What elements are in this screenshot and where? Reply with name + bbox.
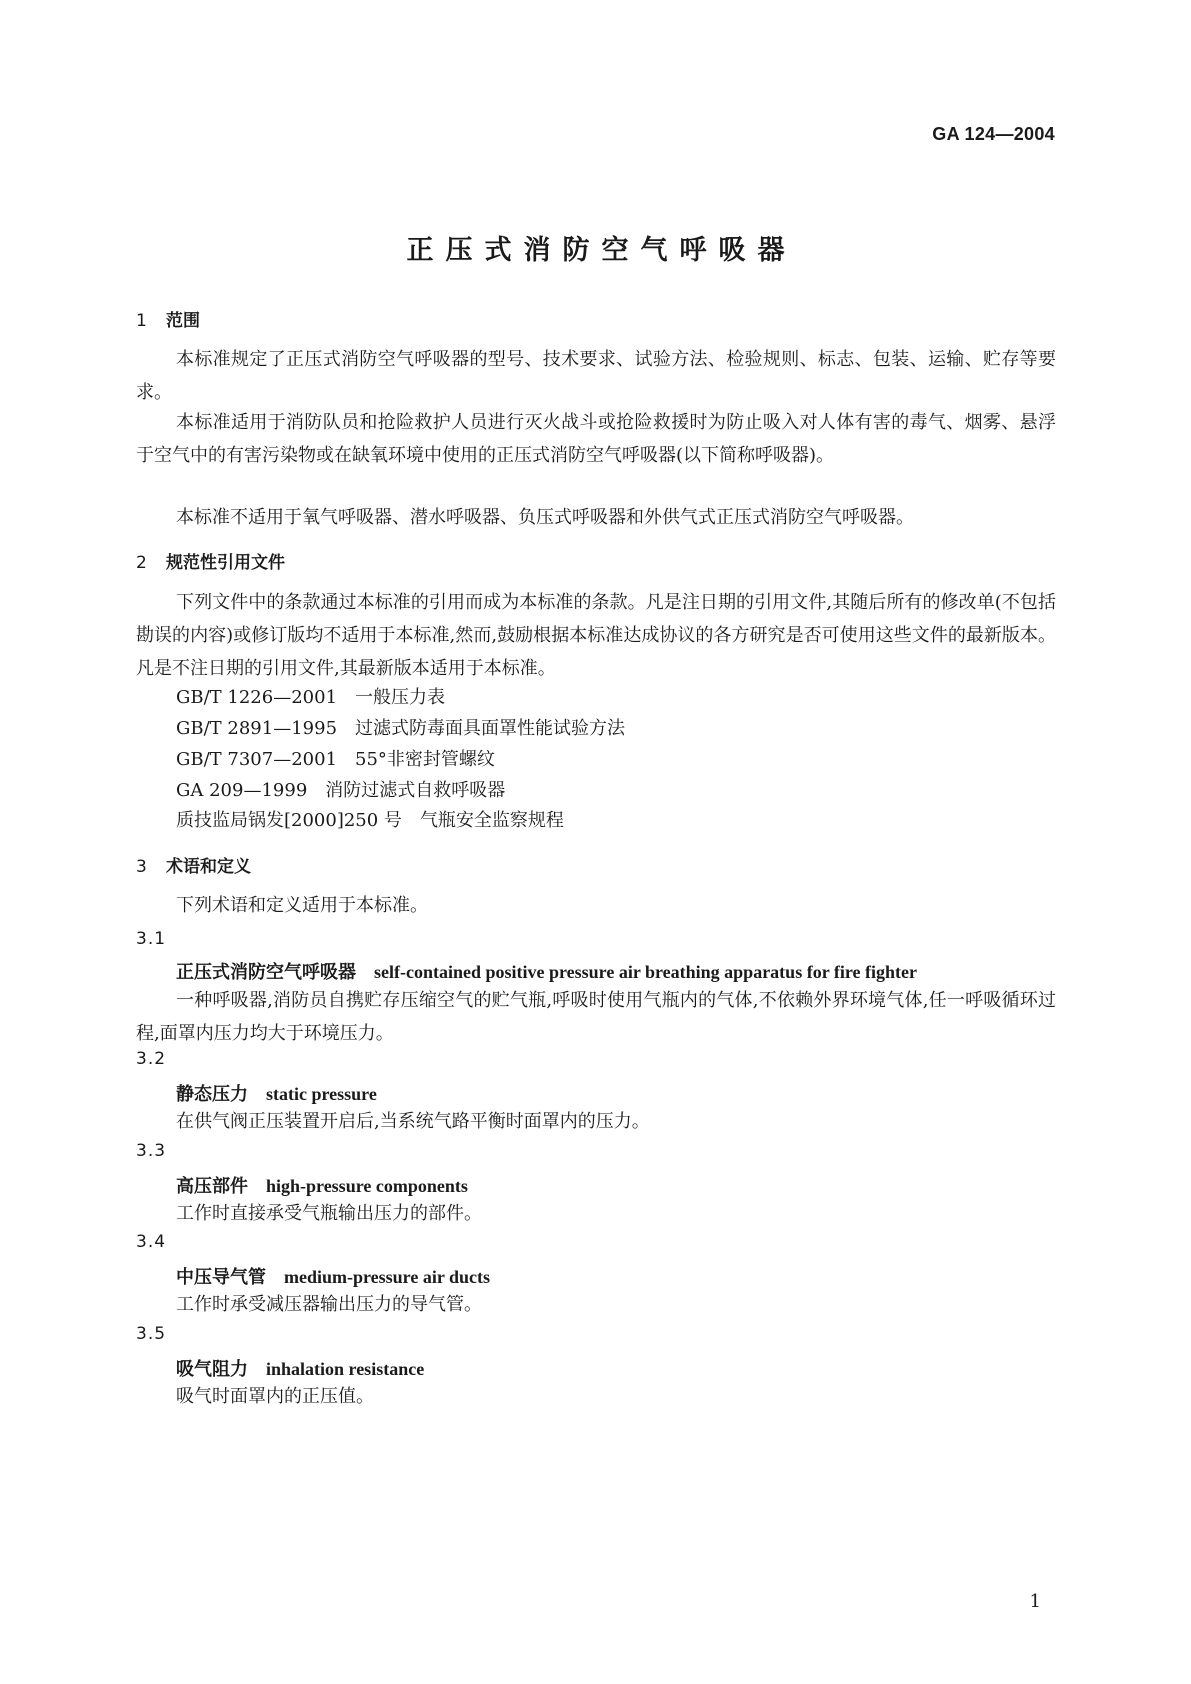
page-title: 正压式消防空气呼吸器 <box>406 235 797 266</box>
section-number: 1 <box>136 311 147 331</box>
reference-item <box>176 683 445 709</box>
reference-item <box>176 714 625 740</box>
paragraph: 本标准适用于消防队员和抢险救护人员进行灭火战斗或抢险救援时为防止吸入对人体有害的毒气、烟雾、悬浮于空气中的有害污染物或在缺氧环境中使用的正压式消防空气呼吸器(以下简称呼吸器)。 <box>136 412 1056 466</box>
reference-code: GB/T 2891—1995 <box>176 718 338 739</box>
paragraph: 本标准不适用于氧气呼吸器、潜水呼吸器、负压式呼吸器和外供气式正压式消防空气呼吸器。 <box>176 507 914 528</box>
clause-number: 3.5 <box>136 1324 167 1344</box>
term-en: inhalation resistance <box>266 1359 425 1379</box>
term-definition: 在供气阀正压装置开启后,当系统气路平衡时面罩内的压力。 <box>176 1111 650 1132</box>
section-title: 术语和定义 <box>166 857 251 877</box>
term-entry <box>176 1263 490 1289</box>
section-title: 规范性引用文件 <box>166 553 285 573</box>
term-entry <box>176 958 917 984</box>
term-zh: 高压部件 <box>176 1176 248 1197</box>
term-en: high-pressure components <box>266 1176 468 1196</box>
term-zh: 中压导气管 <box>176 1267 266 1288</box>
reference-code: GA 209—1999 <box>176 780 308 801</box>
reference-item <box>176 745 495 771</box>
paragraph: 下列术语和定义适用于本标准。 <box>176 895 428 916</box>
section-1-heading <box>136 306 200 331</box>
reference-item <box>176 776 505 802</box>
term-en: self-contained positive pressure air breathing apparatus for fire fighter <box>374 962 917 982</box>
term-en: medium-pressure air ducts <box>284 1267 491 1287</box>
term-zh: 吸气阻力 <box>176 1359 248 1380</box>
clause-number: 3.4 <box>136 1232 167 1252</box>
term-definition: 工作时直接承受气瓶输出压力的部件。 <box>176 1203 482 1224</box>
clause-number: 3.3 <box>136 1141 167 1161</box>
term-zh: 静态压力 <box>176 1084 248 1105</box>
term-entry <box>176 1172 468 1198</box>
clause-number: 3.1 <box>136 929 167 949</box>
paragraph: 下列文件中的条款通过本标准的引用而成为本标准的条款。凡是注日期的引用文件,其随后所有的修改单(不包括勘误的内容)或修订版均不适用于本标准,然而,鼓励根据本标准达成协议的各方研究是否可使用这些文件的最新版本。凡是不注日期的引用文件,其最新版本适用于本标准。 <box>136 592 1056 679</box>
reference-title: 过滤式防毒面具面罩性能试验方法 <box>355 718 626 739</box>
reference-code: GB/T 7307—2001 <box>176 749 338 770</box>
paragraph: 本标准规定了正压式消防空气呼吸器的型号、技术要求、试验方法、检验规则、标志、包装、运输、贮存等要求。 <box>136 349 1056 403</box>
reference-item <box>176 806 564 832</box>
section-number: 2 <box>136 553 147 573</box>
term-entry <box>176 1355 424 1381</box>
reference-title: 消防过滤式自救呼吸器 <box>325 780 506 801</box>
term-entry <box>176 1080 377 1106</box>
reference-title: 气瓶安全监察规程 <box>419 810 564 831</box>
section-2-heading <box>136 548 285 573</box>
standard-code: GA 124—2004 <box>932 124 1055 144</box>
term-definition: 工作时承受减压器输出压力的导气管。 <box>176 1294 482 1315</box>
term-en: static pressure <box>266 1084 377 1104</box>
page-number: 1 <box>1029 1591 1041 1612</box>
reference-title: 一般压力表 <box>355 687 446 708</box>
reference-code: GB/T 1226—2001 <box>176 687 338 708</box>
term-definition: 吸气时面罩内的正压值。 <box>176 1386 374 1407</box>
term-zh: 正压式消防空气呼吸器 <box>176 962 356 983</box>
section-title: 范围 <box>166 311 200 331</box>
reference-code: 质技监局锅发[2000]250 号 <box>176 810 402 831</box>
section-number: 3 <box>136 857 147 877</box>
reference-title: 55°非密封管螺纹 <box>355 749 495 770</box>
section-3-heading <box>136 852 251 877</box>
clause-number: 3.2 <box>136 1049 167 1069</box>
term-definition: 一种呼吸器,消防员自携贮存压缩空气的贮气瓶,呼吸时使用气瓶内的气体,不依赖外界环境气体,任一呼吸循环过程,面罩内压力均大于环境压力。 <box>136 990 1056 1044</box>
